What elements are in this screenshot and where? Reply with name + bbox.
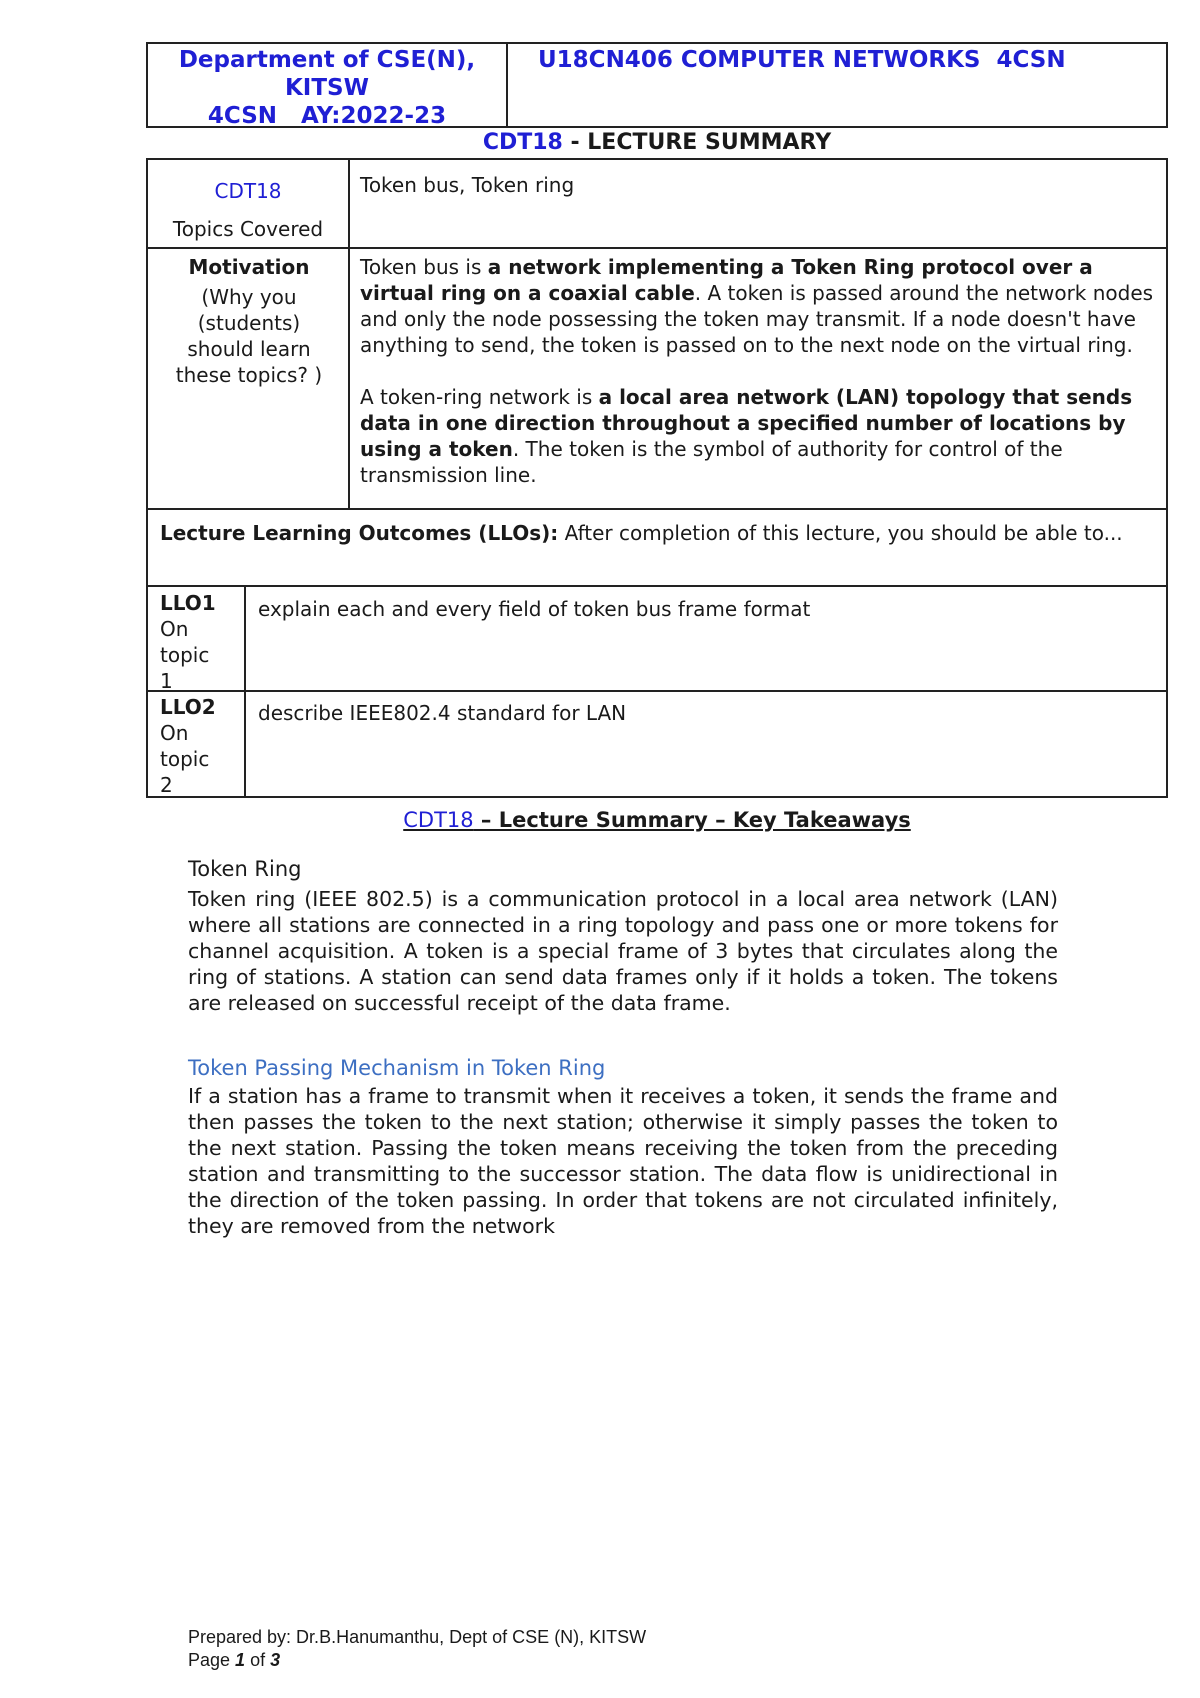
token-ring-paragraph: Token ring (IEEE 802.5) is a communication protocol in a local area network (LAN) where all stations are connected in a ring topology and pass one or more tokens for channel acquisition. A token is a special frame of 3 bytes that circulates along the ring of stations. A station can send data frames only if it holds a token. The tokens are released on successful receipt of the data frame. [188, 887, 1058, 1015]
llo2-text: describe IEEE802.4 standard for LAN [258, 701, 627, 725]
title-code: CDT18 [482, 130, 563, 155]
summary-table [146, 158, 1168, 510]
course-cell [508, 44, 1166, 126]
department-cell [148, 44, 508, 129]
llo-table [146, 510, 1168, 798]
motivation-sub: (Why you (students) should learn these topics? ) [175, 285, 323, 387]
topics-label: Topics Covered [172, 217, 324, 241]
llo2-id-cell: LLO2 On topic 2 [160, 695, 216, 797]
header-box [146, 42, 1168, 128]
motivation-label-cell [154, 250, 344, 388]
kt-code: CDT18 [403, 808, 474, 832]
key-takeaways-heading [146, 808, 1168, 832]
dept-line3: 4CSN AY:2022-23 [207, 103, 447, 129]
dept-line2: KITSW [284, 75, 369, 101]
motivation-para2: A token-ring network is a local area network (LAN) topology that sends data in one direction throughout a specified number of locations by using a token. The token is the symbol of authority for control of the transmission line. [360, 385, 1133, 487]
topics-value: Token bus, Token ring [360, 173, 575, 197]
token-ring-heading: Token Ring [188, 857, 302, 881]
title-rest: - LECTURE SUMMARY [562, 130, 832, 155]
topics-code: CDT18 [214, 179, 282, 203]
llo1-text: explain each and every field of token bus frame format [258, 597, 811, 621]
motivation-text-cell [360, 250, 1160, 488]
topics-label-cell [148, 172, 348, 248]
page-number: Page 1 of 3 [188, 1650, 281, 1670]
kt-rest: – Lecture Summary – Key Takeaways [473, 808, 911, 832]
prepared-by: Prepared by: Dr.B.Hanumanthu, Dept of CSE (N), KITSW [188, 1627, 647, 1647]
llo1-id-cell: LLO1 On topic 1 [160, 591, 216, 693]
course-title: U18CN406 COMPUTER NETWORKS 4CSN [538, 47, 1066, 73]
page-title [146, 130, 1168, 156]
llo-heading: Lecture Learning Outcomes (LLOs): After completion of this lecture, you should be able to... [160, 521, 1123, 545]
motivation-heading: Motivation [188, 255, 310, 279]
token-passing-heading: Token Passing Mechanism in Token Ring [188, 1056, 606, 1080]
motivation-para1: Token bus is a network implementing a Token Ring protocol over a virtual ring on a coaxial cable. A token is passed around the network nodes and only the node possessing the token may transmit. If a node doesn't have anything to send, the token is passed on to the next node on the virtual ring. [360, 255, 1154, 357]
token-passing-paragraph: If a station has a frame to transmit when it receives a token, it sends the frame and then passes the token to the next station; otherwise it simply passes the token to the next station. Passing the token means receiving the token from the preceding station and transmitting to the successor station. The data flow is unidirectional in the direction of the token passing. In order that tokens are not circulated infinitely, they are removed from the network [188, 1084, 1058, 1238]
dept-line1: Department of CSE(N), [178, 47, 476, 73]
